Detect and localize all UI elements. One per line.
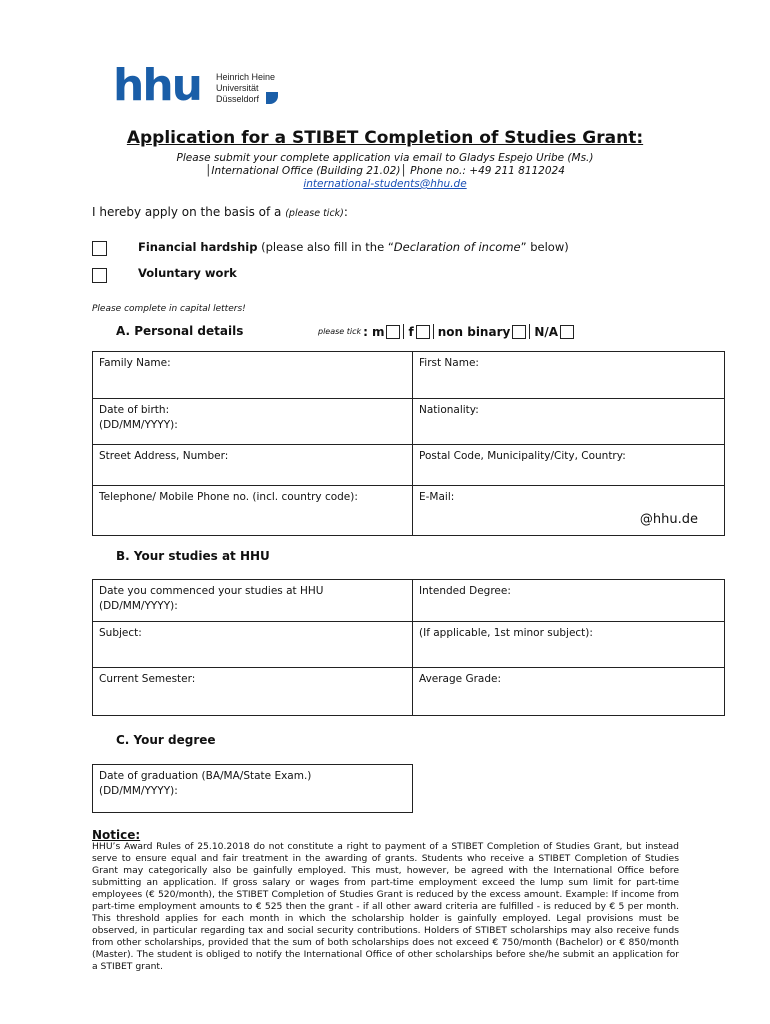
university-name <box>216 72 275 105</box>
study-start-date-field[interactable]: Date you commenced your studies at HHU (DD/MM/YYYY): <box>93 580 413 622</box>
logo-line-1: Heinrich Heine <box>216 72 276 82</box>
degree-table <box>92 764 413 813</box>
gender-nonbinary-checkbox[interactable] <box>512 325 526 339</box>
telephone-field[interactable]: Telephone/ Mobile Phone no. (incl. country code): <box>93 486 413 536</box>
gender-nonbinary-label: non binary <box>437 324 511 339</box>
apply-hint: (please tick) <box>285 208 344 219</box>
nationality-field[interactable]: Nationality: <box>413 399 725 445</box>
divider <box>529 324 530 339</box>
divider <box>403 324 404 339</box>
section-c-title: C. Your degree <box>116 733 216 747</box>
gender-f-checkbox[interactable] <box>416 325 430 339</box>
submit-instruction: Please submit your complete application via email to Gladys Espejo Uribe (Ms.) <box>176 152 594 164</box>
option-financial-hardship <box>138 240 569 254</box>
apply-text: I hereby apply on the basis of a <box>92 205 286 219</box>
postal-code-field[interactable]: Postal Code, Municipality/City, Country: <box>413 445 725 486</box>
minor-subject-field[interactable]: (If applicable, 1st minor subject): <box>413 622 725 668</box>
family-name-field[interactable]: Family Name: <box>93 352 413 399</box>
option-note-italic: Declaration of income <box>393 240 521 254</box>
section-b-title: B. Your studies at HHU <box>116 549 270 563</box>
apply-colon: : <box>343 205 348 219</box>
notice-text: HHU’s Award Rules of 25.10.2018 do not constitute a right to payment of a STIBET Completion of Studies Grant, but instead serve to ensure equal and fair treatment in the awarding of grants. Students who receive a STIBET Completion of Studies Grant may categorically also be gainfully employed. This must, however, be agreed with the International Office before submitting an application. If gross salary or wages from part-time employment exceed the lump sum limit for part-time employees (€ 520/month), the STIBET Completion of Studies Grant is reduced by the excess amount. Example: If income from part-time employment amounts to € 525 then the grant - if all other award criteria are fulfilled - is reduced by € 5 per month. This threshold applies for each month in which the scholarship holder is gainfully employed. Legal provisions must be observed, in particular regarding tax and social security contributions. Holders of STIBET scholarships may also receive funds from other scholarships, provided that the sum of both scholarships does not exceed € 750/month (Bachelor) or € 850/month (Master). The student is obliged to notify the International Office of other scholarships before she/he submit an application for a STIBET grant. <box>92 841 679 972</box>
gender-na-label: N/A <box>534 324 559 339</box>
logo-line-3: Düsseldorf <box>216 94 260 104</box>
tick-hint: please tick <box>318 327 362 336</box>
date-of-birth-field[interactable]: Date of birth: (DD/MM/YYYY): <box>93 399 413 445</box>
current-semester-field[interactable]: Current Semester: <box>93 668 413 716</box>
option-label: Voluntary work <box>138 266 237 280</box>
voluntary-work-checkbox[interactable] <box>92 268 107 283</box>
personal-details-table <box>92 351 725 536</box>
graduation-date-field[interactable]: Date of graduation (BA/MA/State Exam.) (DD/MM/YYYY): <box>93 765 413 813</box>
capital-letters-note: Please complete in capital letters! <box>92 304 246 314</box>
hhu-logo: hhu <box>113 60 201 111</box>
first-name-field[interactable]: First Name: <box>413 352 725 399</box>
gender-selector <box>318 324 575 339</box>
section-a-title: A. Personal details <box>116 324 244 338</box>
office-contact: │International Office (Building 21.02)│ Phone no.: +49 211 8112024 <box>205 165 565 177</box>
gender-na-checkbox[interactable] <box>560 325 574 339</box>
option-label: Financial hardship <box>138 240 258 254</box>
email-domain-suffix: @hhu.de <box>639 512 698 527</box>
street-address-field[interactable]: Street Address, Number: <box>93 445 413 486</box>
intended-degree-field[interactable]: Intended Degree: <box>413 580 725 622</box>
studies-table <box>92 579 725 716</box>
average-grade-field[interactable]: Average Grade: <box>413 668 725 716</box>
subject-field[interactable]: Subject: <box>93 622 413 668</box>
contact-email-link[interactable]: international-students@hhu.de <box>303 178 467 190</box>
email-label: E-Mail: <box>419 491 455 503</box>
notice-heading: Notice: <box>92 828 141 842</box>
option-note: (please also fill in the “ <box>257 240 394 254</box>
option-note-end: ” below) <box>520 240 569 254</box>
logo-line-2: Universität <box>216 83 259 93</box>
gender-m-checkbox[interactable] <box>386 325 400 339</box>
divider <box>433 324 434 339</box>
gender-m-label: m <box>371 324 385 339</box>
form-title: Application for a STIBET Completion of Studies Grant: <box>126 128 644 148</box>
apply-basis-text <box>92 205 348 219</box>
option-voluntary-work <box>138 266 237 280</box>
email-field[interactable] <box>413 486 725 536</box>
gender-f-label: f <box>408 324 414 339</box>
tick-colon: : <box>363 324 368 339</box>
financial-hardship-checkbox[interactable] <box>92 241 107 256</box>
